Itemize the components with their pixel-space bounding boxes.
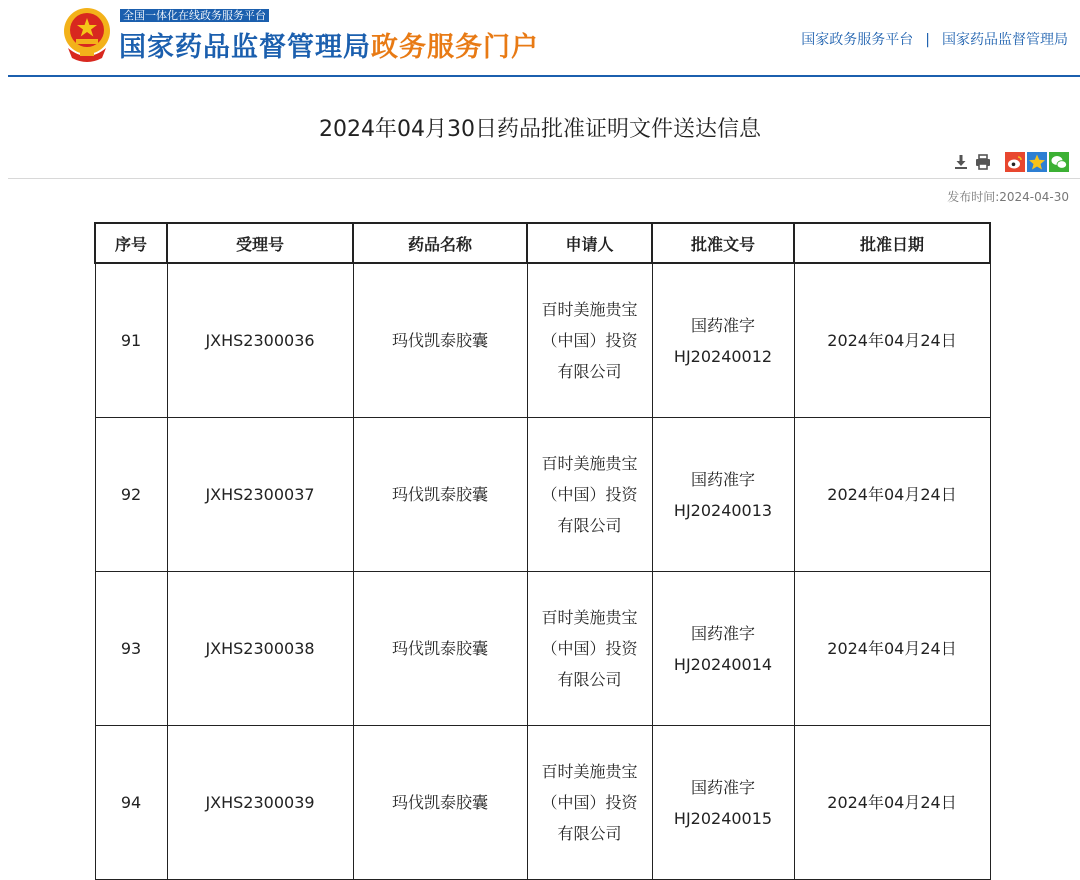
print-icon[interactable] <box>973 152 993 172</box>
top-links <box>801 29 1068 49</box>
table-row <box>95 263 990 418</box>
approval-no-cell <box>652 726 794 880</box>
header-applicant: 申请人 <box>527 223 652 263</box>
header-approval-no: 批准文号 <box>652 223 794 263</box>
meta-divider <box>8 178 1080 179</box>
drug-name-cell: 玛伐凯泰胶囊 <box>353 418 527 572</box>
applicant-text: 百时美施贵宝（中国）投资有限公司 <box>541 300 638 381</box>
weibo-icon[interactable] <box>1005 152 1025 172</box>
wechat-icon[interactable] <box>1049 152 1069 172</box>
header-approval-date: 批准日期 <box>794 223 990 263</box>
platform-tag: 全国一体化在线政务服务平台 <box>120 9 269 22</box>
applicant-cell <box>527 263 652 418</box>
serial-no-cell: 93 <box>95 572 167 726</box>
site-title[interactable] <box>119 25 539 64</box>
approval-no-cell <box>652 418 794 572</box>
approval-table <box>94 222 991 880</box>
serial-no-cell: 91 <box>95 263 167 418</box>
publish-value: 2024-04-30 <box>999 190 1069 204</box>
approval-date-cell: 2024年04月24日 <box>794 418 990 572</box>
table-row <box>95 418 990 572</box>
site-title-portal: 政务服务门户 <box>371 32 539 63</box>
national-emblem-icon <box>60 6 114 62</box>
publish-label: 发布时间: <box>947 190 1000 204</box>
approval-no-prefix: 国药准字 <box>690 469 755 489</box>
header-divider <box>8 75 1080 77</box>
approval-date-cell: 2024年04月24日 <box>794 263 990 418</box>
approval-no-prefix: 国药准字 <box>690 777 755 797</box>
qzone-icon[interactable] <box>1027 152 1047 172</box>
table-header-row <box>95 223 990 263</box>
approval-no-code: HJ20240014 <box>673 654 773 674</box>
drug-name-cell: 玛伐凯泰胶囊 <box>353 726 527 880</box>
applicant-text: 百时美施贵宝（中国）投资有限公司 <box>541 454 638 535</box>
acceptance-no-cell: JXHS2300036 <box>167 263 353 418</box>
approval-no-code: HJ20240015 <box>673 808 773 828</box>
serial-no-cell: 94 <box>95 726 167 880</box>
link-nmpa[interactable]: 国家药品监督管理局 <box>942 32 1068 48</box>
header-serial-no: 序号 <box>95 223 167 263</box>
applicant-text: 百时美施贵宝（中国）投资有限公司 <box>541 762 638 843</box>
approval-no-code: HJ20240013 <box>673 500 773 520</box>
table-row <box>95 726 990 880</box>
site-header <box>0 0 1080 78</box>
approval-no-prefix: 国药准字 <box>690 315 755 335</box>
approval-no-cell <box>652 263 794 418</box>
article-tools <box>949 152 1069 172</box>
acceptance-no-cell: JXHS2300037 <box>167 418 353 572</box>
link-separator: | <box>925 32 930 48</box>
approval-date-cell: 2024年04月24日 <box>794 572 990 726</box>
site-title-main: 国家药品监督管理局 <box>119 32 371 63</box>
serial-no-cell: 92 <box>95 418 167 572</box>
approval-date-cell: 2024年04月24日 <box>794 726 990 880</box>
acceptance-no-cell: JXHS2300038 <box>167 572 353 726</box>
drug-name-cell: 玛伐凯泰胶囊 <box>353 263 527 418</box>
applicant-cell <box>527 726 652 880</box>
link-national-gov-service[interactable]: 国家政务服务平台 <box>801 32 914 48</box>
applicant-cell <box>527 418 652 572</box>
approval-no-cell <box>652 572 794 726</box>
applicant-text: 百时美施贵宝（中国）投资有限公司 <box>541 608 638 689</box>
drug-name-cell: 玛伐凯泰胶囊 <box>353 572 527 726</box>
article-title: 2024年04月30日药品批准证明文件送达信息 <box>319 117 761 142</box>
applicant-cell <box>527 572 652 726</box>
table-row <box>95 572 990 726</box>
header-drug-name: 药品名称 <box>353 223 527 263</box>
approval-no-prefix: 国药准字 <box>690 623 755 643</box>
publish-date <box>947 188 1069 205</box>
header-acceptance-no: 受理号 <box>167 223 353 263</box>
acceptance-no-cell: JXHS2300039 <box>167 726 353 880</box>
download-icon[interactable] <box>951 152 971 172</box>
approval-no-code: HJ20240012 <box>673 346 773 366</box>
